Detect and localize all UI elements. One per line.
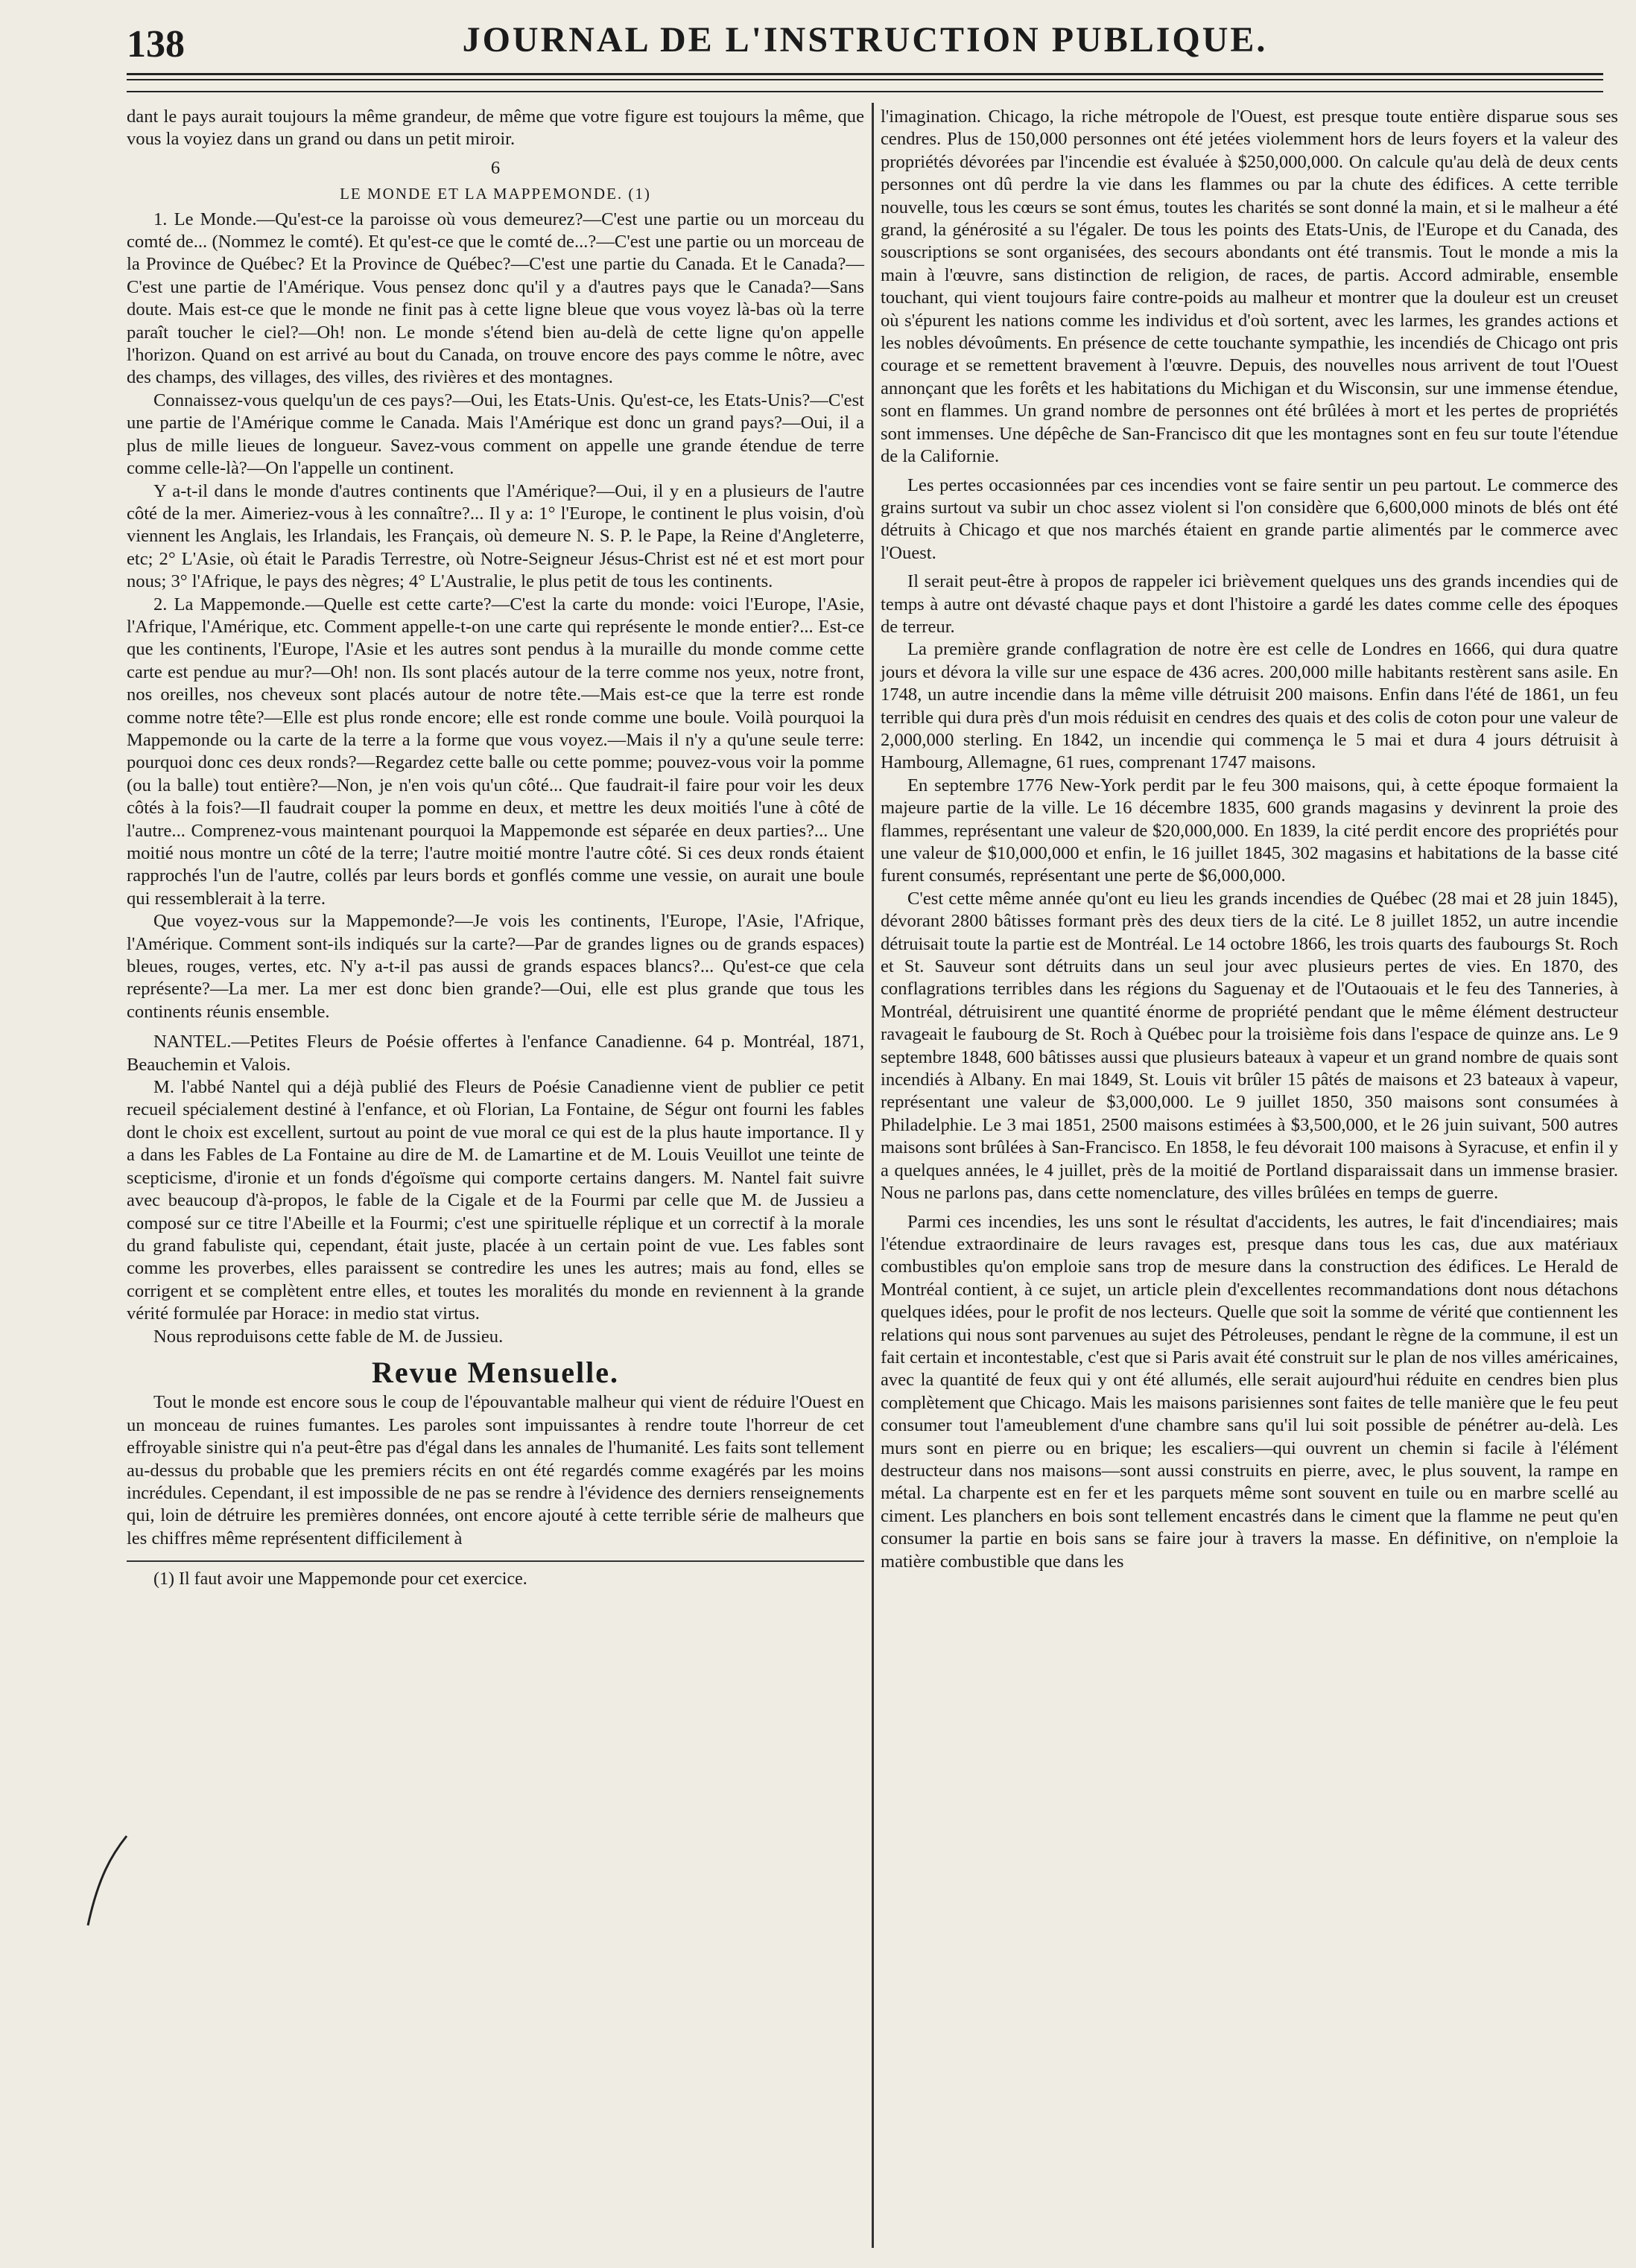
paragraph: La première grande conflagration de notre ère est celle de Londres en 1666, qui dura quatre jours et dévora la ville sur une espace de 436 acres. 200,000 mille habitants restèrent sans asile. En 1748, un autre incendie dans la même ville détruisit 200 maisons. Enfin dans l'été de 1861, un feu terrible qui dura près d'un mois réduisit en cendres des quais et des colis de coton pour une valeur de 2,000,000 sterling. En 1842, un incendie qui commença le 5 mai et dura 4 jours détruisit à Hambourg, Allemagne, 61 rues, comprenant 1747 maisons. bbox=[881, 639, 1618, 773]
paragraph: M. l'abbé Nantel qui a déjà publié des Fleurs de Poésie Canadienne vient de publier ce petit recueil spécialement destiné à l'enfance, et où Florian, La Fontaine, de Ségur ont fourni les fables dont le choix est excellent, surtout au point de vue moral ce qui est de la plus haute importance. Il y a dans les Fables de La Fontaine au dire de M. de Lamartine et de M. Louis Veuillot une teinte de scepticisme, d'ironie et un fonds d'égoïsme qui comporte certains dangers. M. Nantel fait suivre avec beaucoup d'à-propos, le fable de la Cigale et de la Fourmi par celle que M. de Jussieu a composé sur ce titre l'Abeille et la Fourmi; c'est une spirituelle réplique et un correctif à la morale du grand fabuliste qui, cependant, était juste, placée à un certain point de vue. Les fables sont comme les proverbes, elles paraissent se contredire les unes les autres; mais au fond, elles se corrigent et se complètent entre elles, et toutes les moralités du monde en reviennent à la grande vérité formulée par Horace: in medio stat virtus. bbox=[127, 1077, 864, 1324]
right-column bbox=[881, 106, 1618, 1573]
footnote: (1) Il faut avoir une Mappemonde pour cet exercice. bbox=[153, 1569, 527, 1589]
header-rule bbox=[127, 79, 1603, 80]
paragraph: Les pertes occasionnées par ces incendies vont se faire sentir un peu partout. Le commerce des grains surtout va subir un choc assez violent si l'on considère que 6,600,000 minots de blés ont été détruits à Chicago et que nos marchés étaient en grande partie alimentés par le commerce avec l'Ouest. bbox=[881, 474, 1618, 563]
footnote-rule bbox=[127, 1560, 864, 1562]
left-column bbox=[127, 106, 864, 1591]
header-rule bbox=[127, 91, 1603, 92]
paragraph: Nous reproduisons cette fable de M. de Jussieu. bbox=[153, 1326, 504, 1347]
section-title: LE MONDE ET LA MAPPEMONDE. (1) bbox=[340, 185, 651, 203]
paragraph: Tout le monde est encore sous le coup de l'épouvantable malheur qui vient de réduire l'Ouest en un monceau de ruines fumantes. Les paroles sont impuissantes à rendre toute l'horreur de cet effroyable sinistre qui n'a peut-être pas d'égal dans les annales de l'humanité. Les faits sont tellement au-dessus du probable que les premiers récits en ont été regardés comme exagérés par les moins incrédules. Cependant, il est impossible de ne pas se rendre à l'évidence des derniers renseignements qui, loin de détruire les premières données, ont encore ajouté à cette terrible série de malheurs que les chiffres même représentent difficilement à bbox=[127, 1392, 864, 1548]
paragraph: En septembre 1776 New-York perdit par le feu 300 maisons, qui, à cette époque formaient la majeure partie de la ville. Le 16 décembre 1835, 600 grands magasins y devinrent la proie des flammes, représentant une valeur de $20,000,000. En 1839, la cité perdit encore des propriétés pour une valeur de $10,000,000 et enfin, le 16 juillet 1845, 302 magasins et habitations de la basse cité furent consumés, représentant une perte de $6,000,000. bbox=[881, 775, 1618, 886]
pencil-mark bbox=[82, 1832, 134, 1929]
paragraph: C'est cette même année qu'ont eu lieu les grands incendies de Québec (28 mai et 28 juin 1845), dévorant 2800 bâtisses formant près des deux tiers de la cité. Le 8 juillet 1852, un autre incendie détruisait toute la partie est de Montréal. Le 14 octobre 1866, les trois quarts des faubourgs St. Roch et St. Sauveur sont détruits dans un seul jour avec plusieurs pertes de vies. En 1870, des conflagrations terribles dans les régions du Saguenay et de l'Outaouais et le feu des Tanneries, à Montréal, détruisirent une quantité énorme de propriété pendant que le même élément destructeur ravageait le faubourg de St. Roch à Québec pour la troisième fois dans l'espace de quinze ans. Le 9 septembre 1848, 600 bâtisses aussi que plusieurs bateaux à vapeur et un grand nombre de quais sont incendiés à Albany. En mai 1849, St. Louis vit brûler 15 pâtés de maisons et 23 bateaux à vapeur, représentant une valeur de $3,000,000. Le 9 juillet 1850, 350 maisons sont consumées à Philadelphie. Le 3 mai 1851, 2500 maisons estimées à $3,500,000, et le 26 juin suivant, 500 autres maisons sont brûlées à San-Francisco. En 1858, le feu dévorait 100 maisons à Syracuse, et enfin il y a quelques années, le 4 juillet, près de la moitié de Portland disparaissait dans un immense brasier. Nous ne parlons pas, dans cette nomenclature, des villes brûlées en temps de guerre. bbox=[881, 888, 1618, 1204]
paragraph: Parmi ces incendies, les uns sont le résultat d'accidents, les autres, le fait d'incendiaires; mais l'étendue extraordinaire de leurs ravages est, presque dans tous les cas, due aux matériaux combustibles qu'on emploie sans trop de mesure dans la construction des édifices. Le Herald de Montréal contient, à ce sujet, un article plein d'excellentes recommandations dont nous détachons quelques idées, pour le profit de nos lecteurs. Quelle que soit la somme de vérité que contiennent les relations qui nous sont parvenues au sujet des Pétroleuses, pendant le règne de la commune, il est un fait certain et incontestable, c'est que si Paris avait été construit sur le plan de nos villes américaines, avec la quantité de feux qui y ont été allumés, elle serait aujourd'hui réduite en cendres bien plus complètement que Chicago. Mais les maisons parisiennes sont faites de telle manière que le feu peut consumer tout l'ameublement d'une chambre sans qu'il lui soit possible de pénétrer au-delà. Les murs sont en pierre ou en brique; les escaliers—qui ouvrent un chemin si facile à l'élément destructeur dans nos maisons—sont aussi construits en pierre, avec, le plus souvent, la rampe en métal. La charpente est en fer et les parquets même sont souvent en tuile ou en marbre scellé au ciment. Les planchers en bois sont tellement encastrés dans le ciment que la flamme ne peut qu'en consumer la partie en bois sans se faire jour à travers la masse. En définitive, on n'emploie la matière combustible que dans les bbox=[881, 1211, 1618, 1572]
book-notice: NANTEL.—Petites Fleurs de Poésie offertes à l'enfance Canadienne. 64 p. Montréal, 1871, Beauchemin et Valois. bbox=[127, 1032, 864, 1075]
header-rule bbox=[127, 73, 1603, 75]
paragraph: 2. La Mappemonde.—Quelle est cette carte?—C'est la carte du monde: voici l'Europe, l'Asie, l'Afrique, l'Amérique, etc. Comment appelle-t-on une carte qui représente le monde entier?... Est-ce que les continents, l'Europe, l'Asie et les autres sont pendus à la muraille du monde comme cette carte est pendue au mur?—Oh! non. Ils sont placés autour de la terre comme nos yeux, notre front, nos oreilles, nos cheveux sont placés autour de notre tête.—Mais est-ce que la terre est ronde comme notre tête?—Elle est plus ronde encore; elle est ronde comme une boule. Voilà pourquoi la Mappemonde ou la carte de la terre a la forme que vous voyez.—Mais il n'y a qu'une seule terre: pourquoi donc ces deux ronds?—Regardez cette balle ou cette pomme; pouvez-vous voir la pomme (ou la balle) tout entière?—Non, je n'en vois qu'un côté... Que faudrait-il faire pour voir les deux côtés à la fois?—Il faudrait couper la pomme en deux, et mettre les deux moitiés l'une à côté de l'autre... Comprenez-vous maintenant pourquoi la Mappemonde est séparée en deux parties?... Une moitié nous montre un côté de la terre; l'autre moitié montre l'autre côté. Si ces deux ronds étaient rapprochés l'un de l'autre, collés par leurs bords et gonflés comme une vessie, on aurait une boule qui ressemblerait à la terre. bbox=[127, 594, 864, 909]
paragraph: Connaissez-vous quelqu'un de ces pays?—Oui, les Etats-Unis. Qu'est-ce, les Etats-Unis?—C'est une partie de l'Amérique comme le Canada. Mais l'Amérique est donc un grand pays?—Oui, il a plus de mille lieues de longueur. Savez-vous comment on appelle une grande étendue de terre comme celle-là?—On l'appelle un continent. bbox=[127, 390, 864, 479]
paragraph: Il serait peut-être à propos de rappeler ici brièvement quelques uns des grands incendies qui de temps à autre ont dévasté chaque pays et dont l'histoire a gardé les dates comme celle des époques de terreur. bbox=[881, 571, 1618, 637]
column-divider bbox=[872, 103, 874, 2248]
paragraph: Y a-t-il dans le monde d'autres continents que l'Amérique?—Oui, il y en a plusieurs de l'autre côté de la mer. Aimeriez-vous à les connaître?... Il y a: 1° l'Europe, le continent le plus voisin, d'où viennent les Anglais, les Irlandais, les Français, où demeure N. S. P. le Pape, la Reine d'Angleterre, etc; 2° L'Asie, où était le Paradis Terrestre, où Notre-Seigneur Jésus-Christ est né et est mort pour nous; 3° l'Afrique, le pays des nègres; 4° L'Australie, le plus petit de tous les continents. bbox=[127, 480, 864, 592]
section-number: 6 bbox=[490, 157, 501, 178]
paragraph: l'imagination. Chicago, la riche métropole de l'Ouest, est presque toute entière disparue sous ses cendres. Plus de 150,000 personnes ont été jetées violemment hors de leurs foyers et la valeur des propriétés dévorées par l'incendie est évaluée à $250,000,000. On calcule qu'au delà de deux cents personnes ont dû perdre la vie dans les flammes ou par la chute des édifices. A cette terrible nouvelle, tous les cœurs se sont émus, toutes les charités se sont donné la main, et si le malheur a été grand, la générosité a su l'égaler. De tous les points des Etats-Unis, de l'Europe et du Canada, des souscriptions se sont organisées, des secours abondants ont été transmis. Tout le monde a mis la main à l'œuvre, sans distinction de religion, de races, de partis. Accord admirable, ensemble touchant, qui vient toujours faire contre-poids au malheur et montrer que la douleur est un creuset où s'épurent les nations comme les individus et d'où sortent, avec les larmes, les grandes actions et les nobles dévoûments. En présence de cette touchante sympathie, les incendiés de Chicago ont pris courage et se remettent bravement à l'œuvre. Depuis, des nouvelles nous arrivent de tout l'Ouest annonçant que les forêts et les habitations du Michigan et du Wisconsin, sur une immense étendue, sont en flammes. Un grand nombre de personnes ont été brûlées à mort et les pertes de propriétés sont immenses. Une dépêche de San-Francisco dit que les montagnes sont en feu sur toute l'étendue de la Californie. bbox=[881, 107, 1618, 467]
intro-paragraph: dant le pays aurait toujours la même grandeur, de même que votre figure est toujours la même, que vous la voyiez dans un grand ou dans un petit miroir. bbox=[127, 107, 864, 150]
paragraph: Que voyez-vous sur la Mappemonde?—Je vois les continents, l'Europe, l'Asie, l'Afrique, l'Amérique. Comment sont-ils indiqués sur la carte?—Par de grandes lignes ou de grands espaces) bleues, rouges, vertes, etc. N'y a-t-il pas aussi de grands espaces blancs?... Qu'est-ce que cela représente?—La mer. La mer est donc bien grande?—Oui, elle est plus grande que tous les continents réunis ensemble. bbox=[127, 911, 864, 1022]
journal-title: JOURNAL DE L'INSTRUCTION PUBLIQUE. bbox=[462, 20, 1268, 60]
paragraph: 1. Le Monde.—Qu'est-ce la paroisse où vous demeurez?—C'est une partie ou un morceau du comté de... (Nommez le comté). Et qu'est-ce que le comté de...?—C'est une partie ou un morceau de la Province de Québec? Et la Province de Québec?—C'est une partie du Canada. Et le Canada?—C'est une partie de l'Amérique. Vous pensez donc qu'il y a d'autres pays que le Canada?—Sans doute. Mais est-ce que le monde ne finit pas à cette ligne bleue que vous voyez là-bas où la terre paraît toucher le ciel?—Oh! non. Le monde s'étend bien au-delà de cette ligne qu'on appelle l'horizon. Quand on est arrivé au bout du Canada, on trouve encore des pays comme le nôtre, avec des champs, des villages, des villes, des rivières et des montagnes. bbox=[127, 209, 864, 388]
page-header bbox=[127, 19, 1603, 72]
revue-mensuelle-heading: Revue Mensuelle. bbox=[372, 1355, 619, 1389]
page-number: 138 bbox=[127, 23, 185, 66]
